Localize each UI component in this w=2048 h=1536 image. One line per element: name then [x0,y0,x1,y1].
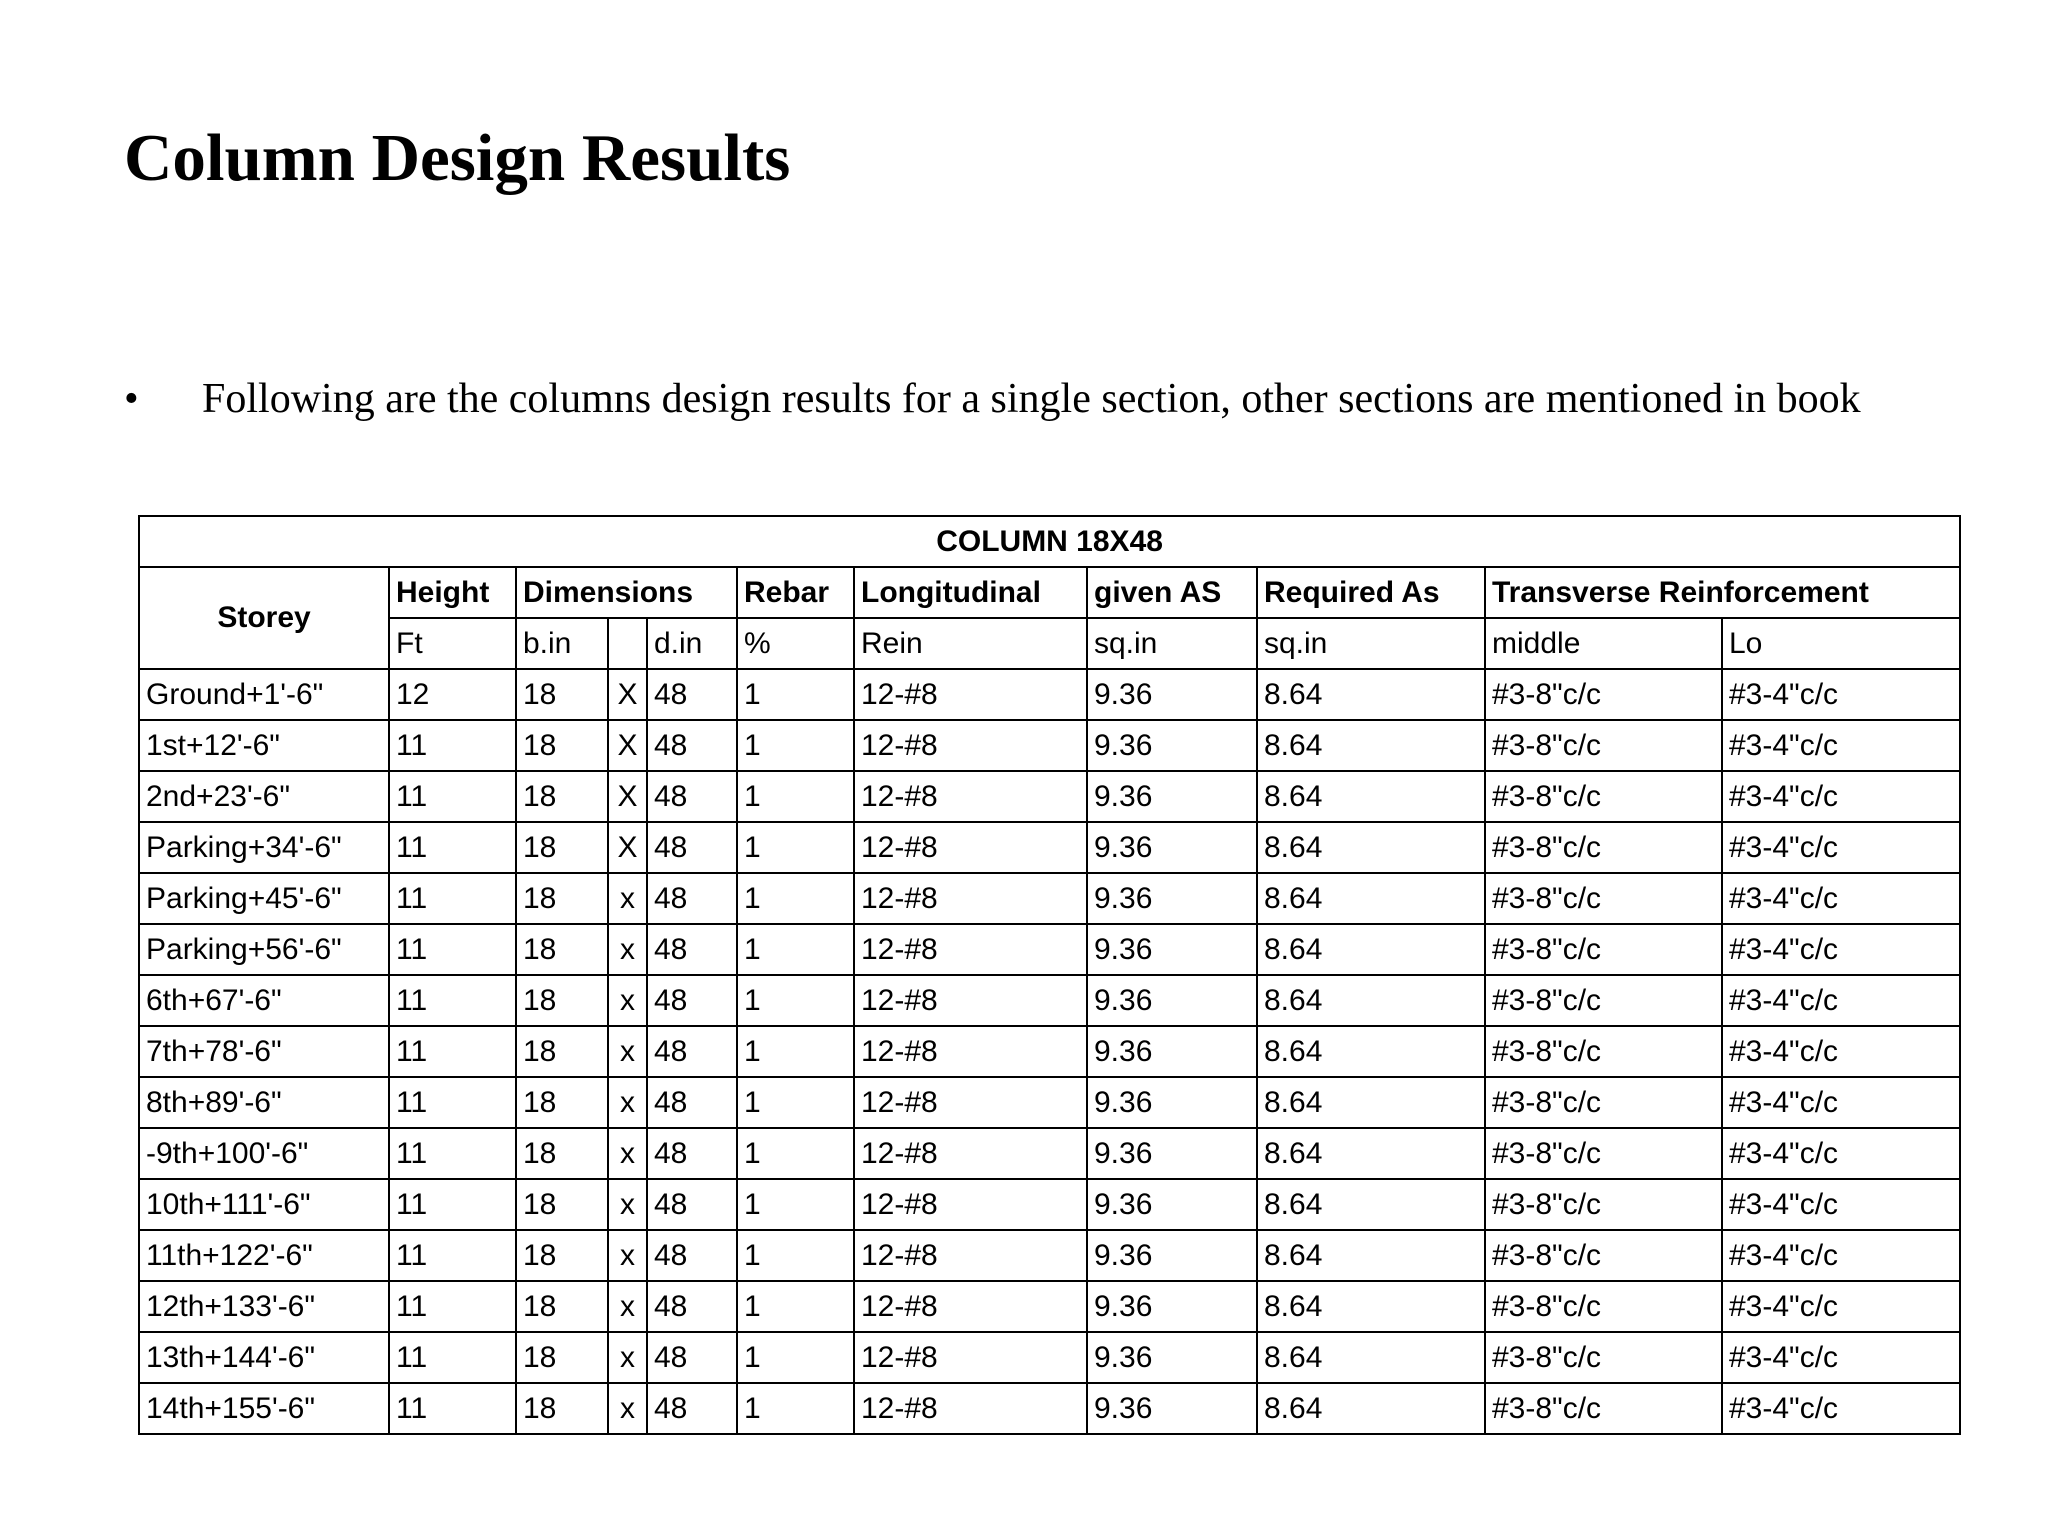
rebar-percent-cell: 1 [737,1077,854,1128]
height-cell: 11 [389,1332,516,1383]
transverse-middle-cell: #3-8"c/c [1485,669,1722,720]
given-as-cell: 9.36 [1087,1230,1257,1281]
storey-cell: Parking+45'-6" [139,873,389,924]
x-separator-cell: x [608,1128,647,1179]
storey-cell: Parking+56'-6" [139,924,389,975]
height-cell: 11 [389,873,516,924]
rebar-percent-cell: 1 [737,975,854,1026]
width-cell: 18 [516,873,608,924]
height-cell: 11 [389,1026,516,1077]
depth-cell: 48 [647,873,737,924]
transverse-middle-cell: #3-8"c/c [1485,771,1722,822]
rebar-percent-cell: 1 [737,924,854,975]
rebar-percent-cell: 1 [737,1332,854,1383]
longitudinal-rein-cell: 12-#8 [854,924,1087,975]
height-cell: 11 [389,1077,516,1128]
header-transverse: Transverse Reinforcement [1485,567,1960,618]
table-row [139,1230,1960,1281]
x-separator-cell: x [608,873,647,924]
transverse-middle-cell: #3-8"c/c [1485,1128,1722,1179]
width-cell: 18 [516,1230,608,1281]
table-row [139,1026,1960,1077]
transverse-middle-cell: #3-8"c/c [1485,1179,1722,1230]
transverse-lo-cell: #3-4"c/c [1722,1128,1960,1179]
given-as-cell: 9.36 [1087,1026,1257,1077]
longitudinal-rein-cell: 12-#8 [854,873,1087,924]
height-cell: 11 [389,975,516,1026]
longitudinal-rein-cell: 12-#8 [854,771,1087,822]
required-as-cell: 8.64 [1257,1077,1485,1128]
bullet-icon: • [124,376,139,422]
x-separator-cell: x [608,1077,647,1128]
transverse-middle-cell: #3-8"c/c [1485,1026,1722,1077]
longitudinal-rein-cell: 12-#8 [854,1383,1087,1434]
x-separator-cell: X [608,720,647,771]
table-row [139,771,1960,822]
x-separator-cell: x [608,975,647,1026]
table-row [139,1077,1960,1128]
x-separator-cell: X [608,669,647,720]
x-separator-cell: x [608,1332,647,1383]
rebar-percent-cell: 1 [737,1179,854,1230]
table-row [139,720,1960,771]
unit-lo: Lo [1722,618,1960,669]
height-cell: 11 [389,1179,516,1230]
table-caption: COLUMN 18X48 [139,516,1960,567]
given-as-cell: 9.36 [1087,1281,1257,1332]
width-cell: 18 [516,720,608,771]
storey-cell: 8th+89'-6" [139,1077,389,1128]
table-body [139,669,1960,1434]
page-title: Column Design Results [124,121,791,195]
depth-cell: 48 [647,720,737,771]
header-required-as: Required As [1257,567,1485,618]
bullet-text: Following are the columns design results for a single section, other sections are mentioned in book [202,376,1861,422]
given-as-cell: 9.36 [1087,1077,1257,1128]
width-cell: 18 [516,822,608,873]
table-row [139,1332,1960,1383]
unit-b-in: b.in [516,618,608,669]
transverse-middle-cell: #3-8"c/c [1485,975,1722,1026]
transverse-middle-cell: #3-8"c/c [1485,924,1722,975]
transverse-lo-cell: #3-4"c/c [1722,1332,1960,1383]
rebar-percent-cell: 1 [737,669,854,720]
x-separator-cell: x [608,924,647,975]
height-cell: 12 [389,669,516,720]
height-cell: 11 [389,720,516,771]
table-row [139,1128,1960,1179]
depth-cell: 48 [647,1281,737,1332]
header-row-primary [139,567,1960,618]
x-separator-cell: x [608,1026,647,1077]
longitudinal-rein-cell: 12-#8 [854,720,1087,771]
transverse-lo-cell: #3-4"c/c [1722,1383,1960,1434]
required-as-cell: 8.64 [1257,924,1485,975]
header-given-as: given AS [1087,567,1257,618]
transverse-middle-cell: #3-8"c/c [1485,1230,1722,1281]
table-row [139,822,1960,873]
given-as-cell: 9.36 [1087,873,1257,924]
required-as-cell: 8.64 [1257,1332,1485,1383]
transverse-middle-cell: #3-8"c/c [1485,873,1722,924]
unit-ft: Ft [389,618,516,669]
given-as-cell: 9.36 [1087,1383,1257,1434]
rebar-percent-cell: 1 [737,822,854,873]
width-cell: 18 [516,1179,608,1230]
required-as-cell: 8.64 [1257,1179,1485,1230]
longitudinal-rein-cell: 12-#8 [854,822,1087,873]
depth-cell: 48 [647,975,737,1026]
given-as-cell: 9.36 [1087,669,1257,720]
storey-cell: 1st+12'-6" [139,720,389,771]
rebar-percent-cell: 1 [737,1026,854,1077]
depth-cell: 48 [647,822,737,873]
unit-required-sq-in: sq.in [1257,618,1485,669]
header-longitudinal: Longitudinal [854,567,1087,618]
longitudinal-rein-cell: 12-#8 [854,1026,1087,1077]
required-as-cell: 8.64 [1257,873,1485,924]
longitudinal-rein-cell: 12-#8 [854,1128,1087,1179]
depth-cell: 48 [647,1026,737,1077]
transverse-lo-cell: #3-4"c/c [1722,924,1960,975]
unit-d-in: d.in [647,618,737,669]
required-as-cell: 8.64 [1257,1230,1485,1281]
unit-percent: % [737,618,854,669]
rebar-percent-cell: 1 [737,771,854,822]
width-cell: 18 [516,1077,608,1128]
given-as-cell: 9.36 [1087,720,1257,771]
storey-cell: 12th+133'-6" [139,1281,389,1332]
width-cell: 18 [516,1128,608,1179]
column-design-table [138,515,1961,1435]
x-separator-cell: x [608,1179,647,1230]
height-cell: 11 [389,924,516,975]
header-storey: Storey [139,567,389,669]
longitudinal-rein-cell: 12-#8 [854,1332,1087,1383]
width-cell: 18 [516,1026,608,1077]
table-caption-row [139,516,1960,567]
height-cell: 11 [389,822,516,873]
table-row [139,1179,1960,1230]
longitudinal-rein-cell: 12-#8 [854,1077,1087,1128]
given-as-cell: 9.36 [1087,975,1257,1026]
x-separator-cell: X [608,771,647,822]
transverse-middle-cell: #3-8"c/c [1485,1077,1722,1128]
given-as-cell: 9.36 [1087,822,1257,873]
longitudinal-rein-cell: 12-#8 [854,975,1087,1026]
width-cell: 18 [516,1332,608,1383]
rebar-percent-cell: 1 [737,873,854,924]
depth-cell: 48 [647,1383,737,1434]
depth-cell: 48 [647,771,737,822]
x-separator-cell: x [608,1383,647,1434]
rebar-percent-cell: 1 [737,1281,854,1332]
rebar-percent-cell: 1 [737,1383,854,1434]
transverse-lo-cell: #3-4"c/c [1722,1077,1960,1128]
storey-cell: 7th+78'-6" [139,1026,389,1077]
unit-blank [608,618,647,669]
given-as-cell: 9.36 [1087,771,1257,822]
bullet-item [124,372,1944,427]
width-cell: 18 [516,975,608,1026]
depth-cell: 48 [647,1128,737,1179]
header-rebar: Rebar [737,567,854,618]
transverse-lo-cell: #3-4"c/c [1722,975,1960,1026]
table-row [139,669,1960,720]
header-height: Height [389,567,516,618]
x-separator-cell: X [608,822,647,873]
height-cell: 11 [389,1383,516,1434]
storey-cell: 6th+67'-6" [139,975,389,1026]
required-as-cell: 8.64 [1257,975,1485,1026]
x-separator-cell: x [608,1281,647,1332]
transverse-lo-cell: #3-4"c/c [1722,669,1960,720]
longitudinal-rein-cell: 12-#8 [854,1281,1087,1332]
given-as-cell: 9.36 [1087,1332,1257,1383]
header-row-units [139,618,1960,669]
table-row [139,873,1960,924]
transverse-lo-cell: #3-4"c/c [1722,720,1960,771]
width-cell: 18 [516,1383,608,1434]
required-as-cell: 8.64 [1257,1026,1485,1077]
longitudinal-rein-cell: 12-#8 [854,1230,1087,1281]
required-as-cell: 8.64 [1257,822,1485,873]
table-row [139,924,1960,975]
height-cell: 11 [389,771,516,822]
required-as-cell: 8.64 [1257,1383,1485,1434]
depth-cell: 48 [647,1077,737,1128]
transverse-middle-cell: #3-8"c/c [1485,1383,1722,1434]
width-cell: 18 [516,924,608,975]
depth-cell: 48 [647,669,737,720]
depth-cell: 48 [647,1179,737,1230]
required-as-cell: 8.64 [1257,720,1485,771]
depth-cell: 48 [647,1230,737,1281]
transverse-lo-cell: #3-4"c/c [1722,1281,1960,1332]
rebar-percent-cell: 1 [737,1230,854,1281]
table-row [139,975,1960,1026]
height-cell: 11 [389,1230,516,1281]
required-as-cell: 8.64 [1257,669,1485,720]
transverse-middle-cell: #3-8"c/c [1485,822,1722,873]
transverse-middle-cell: #3-8"c/c [1485,1281,1722,1332]
transverse-middle-cell: #3-8"c/c [1485,1332,1722,1383]
header-dimensions: Dimensions [516,567,737,618]
storey-cell: 2nd+23'-6" [139,771,389,822]
table-row [139,1281,1960,1332]
unit-middle: middle [1485,618,1722,669]
storey-cell: 13th+144'-6" [139,1332,389,1383]
required-as-cell: 8.64 [1257,1281,1485,1332]
given-as-cell: 9.36 [1087,924,1257,975]
unit-rein: Rein [854,618,1087,669]
rebar-percent-cell: 1 [737,720,854,771]
depth-cell: 48 [647,924,737,975]
transverse-lo-cell: #3-4"c/c [1722,1026,1960,1077]
rebar-percent-cell: 1 [737,1128,854,1179]
given-as-cell: 9.36 [1087,1179,1257,1230]
transverse-lo-cell: #3-4"c/c [1722,771,1960,822]
transverse-lo-cell: #3-4"c/c [1722,873,1960,924]
width-cell: 18 [516,771,608,822]
unit-given-sq-in: sq.in [1087,618,1257,669]
transverse-middle-cell: #3-8"c/c [1485,720,1722,771]
longitudinal-rein-cell: 12-#8 [854,669,1087,720]
required-as-cell: 8.64 [1257,1128,1485,1179]
transverse-lo-cell: #3-4"c/c [1722,1230,1960,1281]
longitudinal-rein-cell: 12-#8 [854,1179,1087,1230]
transverse-lo-cell: #3-4"c/c [1722,822,1960,873]
storey-cell: 10th+111'-6" [139,1179,389,1230]
storey-cell: 11th+122'-6" [139,1230,389,1281]
storey-cell: 14th+155'-6" [139,1383,389,1434]
storey-cell: -9th+100'-6" [139,1128,389,1179]
given-as-cell: 9.36 [1087,1128,1257,1179]
height-cell: 11 [389,1281,516,1332]
storey-cell: Parking+34'-6" [139,822,389,873]
width-cell: 18 [516,1281,608,1332]
table-row [139,1383,1960,1434]
required-as-cell: 8.64 [1257,771,1485,822]
width-cell: 18 [516,669,608,720]
transverse-lo-cell: #3-4"c/c [1722,1179,1960,1230]
x-separator-cell: x [608,1230,647,1281]
depth-cell: 48 [647,1332,737,1383]
height-cell: 11 [389,1128,516,1179]
storey-cell: Ground+1'-6" [139,669,389,720]
